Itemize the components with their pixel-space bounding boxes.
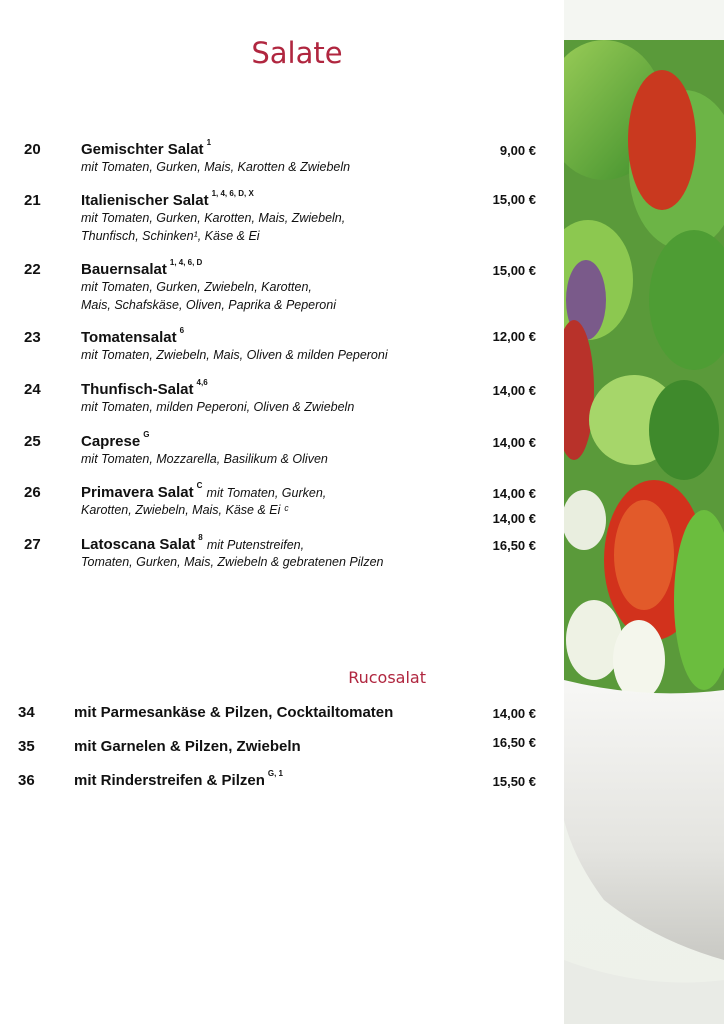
item-number: 25 bbox=[24, 433, 41, 450]
item-number: 35 bbox=[18, 738, 35, 755]
allergen-codes: C bbox=[196, 481, 203, 490]
item-name: Bauernsalat $^{1, 4, 6, D}$ bbox=[81, 258, 203, 278]
allergen-codes: G bbox=[143, 430, 150, 439]
item-name: Gemischter Salat $^1$ bbox=[81, 138, 212, 158]
item-price: 14,00 € bbox=[492, 706, 536, 721]
item-price: 15,00 € bbox=[492, 263, 536, 278]
item-price: 14,00 € bbox=[492, 383, 536, 398]
allergen-codes: 1 bbox=[206, 138, 212, 147]
item-number: 20 bbox=[24, 141, 41, 158]
item-price: 15,00 € bbox=[492, 192, 536, 207]
item-price: 14,00 € bbox=[492, 486, 536, 501]
item-price: 9,00 € bbox=[499, 143, 536, 158]
item-number: 21 bbox=[24, 192, 41, 209]
item-price: 12,00 € bbox=[492, 329, 536, 344]
item-number: 36 bbox=[18, 772, 35, 789]
allergen-codes: G, 1 bbox=[267, 769, 283, 778]
item-number: 23 bbox=[24, 329, 41, 346]
item-description-inline: mit Tomaten, Gurken, bbox=[206, 486, 327, 500]
item-price-alt: 14,00 € bbox=[492, 511, 536, 526]
item-description: Tomaten, Gurken, Mais, Zwiebeln & gebratenen Pilzen bbox=[81, 555, 384, 569]
item-name: Tomatensalat $^6$ bbox=[81, 326, 185, 346]
item-description: mit Tomaten, Zwiebeln, Mais, Oliven & milden Peperoni bbox=[81, 348, 388, 362]
item-number: 22 bbox=[24, 261, 41, 278]
item-name: Caprese $^G$ bbox=[81, 430, 150, 450]
item-description: mit Tomaten, Gurken, Karotten, Mais, Zwiebeln, Thunfisch, Schinken¹, Käse & Ei bbox=[81, 211, 346, 243]
item-description: mit Tomaten, milden Peperoni, Oliven & Zwiebeln bbox=[81, 400, 355, 414]
item-number: 24 bbox=[24, 381, 41, 398]
salad-photo bbox=[564, 0, 724, 1024]
item-name: mit Parmesankäse & Pilzen, Cocktailtomaten bbox=[74, 704, 394, 721]
item-description-inline: mit Putenstreifen, bbox=[206, 538, 305, 552]
item-description: mit Tomaten, Gurken, Mais, Karotten & Zwiebeln bbox=[81, 160, 351, 174]
allergen-codes: 1, 4, 6, D, X bbox=[211, 189, 254, 198]
item-name: mit Garnelen & Pilzen, Zwiebeln bbox=[74, 738, 301, 755]
item-price: 16,50 € bbox=[492, 538, 536, 553]
allergen-codes: 4,6 bbox=[196, 378, 208, 387]
item-name: Italienischer Salat $^{1, 4, 6, D, X}$ bbox=[81, 189, 254, 209]
item-description: Karotten, Zwiebeln, Mais, Käse & Ei ᶜ bbox=[81, 503, 289, 517]
item-price: 15,50 € bbox=[492, 774, 536, 789]
item-name: Latoscana Salat $^8$ mit Putenstreifen, bbox=[81, 533, 305, 553]
page-title: Salate bbox=[251, 36, 343, 70]
allergen-codes: 6 bbox=[179, 326, 185, 335]
section-subtitle: Rucosalat bbox=[348, 668, 426, 687]
item-price: 16,50 € bbox=[492, 735, 536, 750]
item-name: mit Rinderstreifen & Pilzen $^{G, 1}$ bbox=[74, 769, 283, 789]
item-number: 34 bbox=[18, 704, 35, 721]
salad-bowl-illustration bbox=[564, 0, 724, 1024]
item-name: Primavera Salat $^C$ mit Tomaten, Gurken, bbox=[81, 481, 327, 501]
item-description: mit Tomaten, Mozzarella, Basilikum & Oliven bbox=[81, 452, 328, 466]
allergen-codes: 8 bbox=[198, 533, 203, 542]
item-price: 14,00 € bbox=[492, 435, 536, 450]
item-number: 26 bbox=[24, 484, 41, 501]
item-description: mit Tomaten, Gurken, Zwiebeln, Karotten, Mais, Schafskäse, Oliven, Paprika & Peperoni bbox=[81, 280, 336, 312]
item-number: 27 bbox=[24, 536, 41, 553]
allergen-codes: 1, 4, 6, D bbox=[169, 258, 203, 267]
item-name: Thunfisch-Salat $^{4,6}$ bbox=[81, 378, 208, 398]
